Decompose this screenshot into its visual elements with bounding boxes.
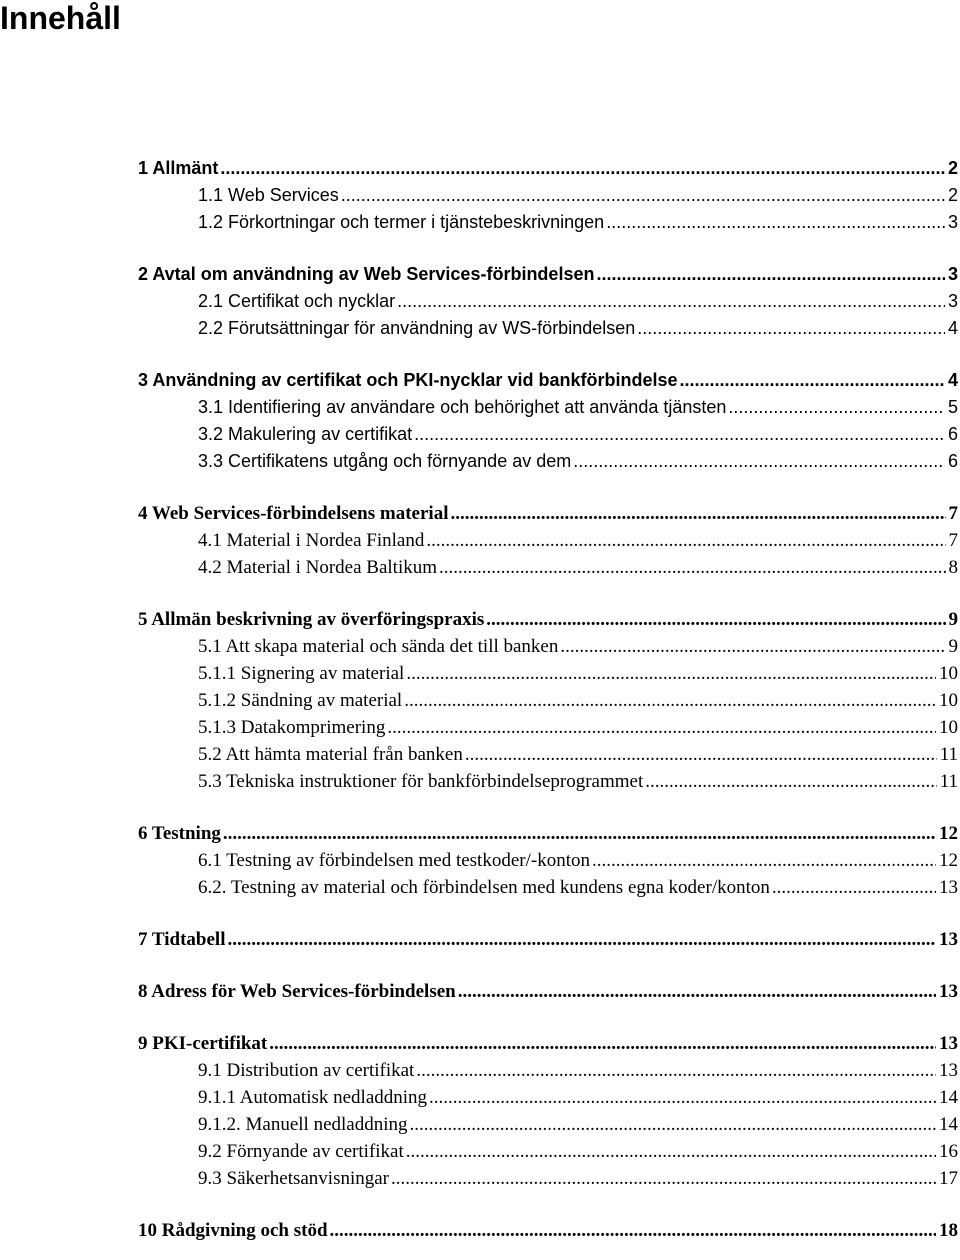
toc-entry-title[interactable]: 5.1.3 Datakomprimering [198, 717, 386, 738]
toc-page-number[interactable]: 13 [939, 981, 958, 1002]
dot-leader [637, 315, 945, 342]
toc-section [138, 367, 958, 475]
dot-leader [439, 554, 945, 581]
toc-page-number[interactable]: 4 [947, 318, 958, 338]
dot-leader [416, 1057, 936, 1084]
dot-leader [458, 978, 936, 1005]
toc-group-spacer [138, 236, 958, 261]
toc-entry-title[interactable]: 5.2 Att hämta material från banken [198, 744, 463, 765]
dot-leader [450, 500, 945, 527]
toc-page-number[interactable]: 13 [939, 1060, 958, 1081]
toc-entry-title[interactable]: 3.2 Makulering av certifikat [198, 424, 413, 444]
dot-leader [406, 660, 936, 687]
toc-page-number[interactable]: 16 [939, 1141, 958, 1162]
dot-leader [404, 687, 936, 714]
toc-entry-title[interactable]: 5.1 Att skapa material och sända det till banken [198, 636, 559, 657]
dot-leader [592, 847, 936, 874]
toc-entry[interactable] [138, 315, 958, 342]
toc-entry[interactable] [138, 500, 958, 527]
toc-entry[interactable] [138, 874, 958, 901]
dot-leader [426, 527, 945, 554]
toc-group-spacer [138, 953, 958, 978]
toc-entry-title[interactable]: 5 Allmän beskrivning av överföringspraxis [138, 609, 485, 630]
toc-group-spacer [138, 1005, 958, 1030]
toc-entry[interactable] [138, 527, 958, 554]
toc-entry-title[interactable]: 9.3 Säkerhetsanvisningar [198, 1168, 390, 1189]
toc-entry[interactable] [138, 288, 958, 315]
dot-leader [465, 741, 937, 768]
toc-entry[interactable] [138, 714, 958, 741]
toc-entry[interactable] [138, 660, 958, 687]
dot-leader [573, 448, 945, 475]
dot-leader [387, 714, 936, 741]
dot-leader [486, 606, 945, 633]
toc-group-spacer [138, 795, 958, 820]
toc-page-number[interactable]: 14 [939, 1114, 958, 1135]
toc-page-number[interactable]: 13 [939, 877, 958, 898]
toc-page-number[interactable]: 4 [947, 370, 958, 390]
toc-entry[interactable] [138, 1057, 958, 1084]
toc-entry[interactable] [138, 1111, 958, 1138]
toc-section [138, 261, 958, 342]
toc-page-number[interactable]: 13 [939, 1033, 958, 1054]
toc-page-number[interactable]: 10 [939, 690, 958, 711]
toc-page-number[interactable]: 11 [939, 771, 958, 792]
toc-entry-title[interactable]: 8 Adress för Web Services-förbindelsen [138, 981, 456, 1002]
toc-group-spacer [138, 1192, 958, 1217]
toc-page-number[interactable]: 2 [947, 158, 958, 178]
toc-page-number[interactable]: 3 [947, 264, 958, 284]
toc-entry-title[interactable]: 6 Testning [138, 823, 221, 844]
toc-entry-title[interactable]: 1 Allmänt [138, 158, 219, 178]
toc-entry-title[interactable]: 3.1 Identifiering av användare och behörighet att använda tjänsten [198, 397, 727, 417]
toc-page-number[interactable]: 8 [948, 557, 958, 578]
toc-page-number[interactable]: 3 [947, 291, 958, 311]
toc-entry-title[interactable]: 4.2 Material i Nordea Baltikum [198, 557, 438, 578]
toc-entry[interactable] [138, 1165, 958, 1192]
dot-leader [560, 633, 945, 660]
toc-entry[interactable] [138, 1030, 958, 1057]
toc-entry-title[interactable]: 9.1.2. Manuell nedladdning [198, 1114, 408, 1135]
toc-entry[interactable] [138, 741, 958, 768]
toc-group-spacer [138, 342, 958, 367]
toc-section [138, 606, 958, 795]
toc-entry[interactable] [138, 687, 958, 714]
dot-leader [227, 926, 936, 953]
dot-leader [220, 155, 945, 182]
dot-leader [410, 1111, 937, 1138]
toc-page-number[interactable]: 12 [939, 850, 958, 871]
toc-entry-title[interactable]: 4.1 Material i Nordea Finland [198, 530, 425, 551]
toc-page-number[interactable]: 17 [939, 1168, 958, 1189]
toc-entry[interactable] [138, 978, 958, 1005]
dot-leader [606, 209, 945, 236]
toc-entry-title[interactable]: 9.2 Förnyande av certifikat [198, 1141, 404, 1162]
toc-entry[interactable] [138, 261, 958, 288]
toc-page-number[interactable]: 9 [948, 636, 958, 657]
toc-section [138, 1030, 958, 1192]
toc-entry[interactable] [138, 1217, 958, 1244]
toc-entry-title[interactable]: 5.1.2 Sändning av material [198, 690, 403, 711]
toc-entry-title[interactable]: 7 Tidtabell [138, 929, 226, 950]
toc-entry[interactable] [138, 606, 958, 633]
toc-entry-title[interactable]: 6.2. Testning av material och förbindelsen med kundens egna koder/konton [198, 877, 770, 898]
toc-entry[interactable] [138, 421, 958, 448]
toc-entry-title[interactable]: 10 Rådgivning och stöd [138, 1220, 328, 1241]
toc-group-spacer [138, 581, 958, 606]
toc-entry-title[interactable]: 1.2 Förkortningar och termer i tjänstebeskrivningen [198, 212, 605, 232]
toc-entry[interactable] [138, 847, 958, 874]
toc-group-spacer [138, 901, 958, 926]
dot-leader [341, 182, 945, 209]
toc-entry-title[interactable]: 9.1.1 Automatisk nedladdning [198, 1087, 428, 1108]
toc-page-number[interactable]: 7 [948, 530, 958, 551]
dot-leader [679, 367, 945, 394]
toc-entry-title[interactable]: 9 PKI-certifikat [138, 1033, 268, 1054]
toc-page-number[interactable]: 14 [939, 1087, 958, 1108]
dot-leader [645, 768, 936, 795]
toc-page-number[interactable]: 9 [948, 609, 958, 630]
toc-entry[interactable] [138, 633, 958, 660]
toc-entry-title[interactable]: 2.1 Certifikat och nycklar [198, 291, 396, 311]
toc-entry[interactable] [138, 926, 958, 953]
dot-leader [596, 261, 945, 288]
toc-page-number[interactable]: 7 [948, 503, 958, 524]
toc-section [138, 820, 958, 901]
toc-entry-title[interactable]: 3.3 Certifikatens utgång och förnyande av dem [198, 451, 572, 471]
toc-page-number[interactable]: 6 [947, 424, 958, 444]
toc-page-number[interactable]: 13 [939, 929, 958, 950]
toc-page-number[interactable]: 2 [947, 185, 958, 205]
toc-page-number[interactable]: 10 [939, 717, 958, 738]
dot-leader [391, 1165, 936, 1192]
toc-page-number[interactable]: 11 [939, 744, 958, 765]
toc-page-number[interactable]: 3 [947, 212, 958, 232]
toc-page-number[interactable]: 10 [939, 663, 958, 684]
toc-section [138, 1217, 958, 1244]
dot-leader [223, 820, 936, 847]
toc-entry[interactable] [138, 394, 958, 421]
dot-leader [429, 1084, 936, 1111]
page-title: Innehåll [0, 0, 121, 36]
dot-leader [414, 421, 945, 448]
toc-entry[interactable] [138, 155, 958, 182]
dot-leader [269, 1030, 936, 1057]
toc-entry-title[interactable]: 5.1.1 Signering av material [198, 663, 405, 684]
dot-leader [406, 1138, 936, 1165]
toc-section [138, 500, 958, 581]
table-of-contents [138, 155, 958, 1244]
dot-leader [772, 874, 936, 901]
toc-entry-title[interactable]: 4 Web Services-förbindelsens material [138, 503, 449, 524]
toc-entry[interactable] [138, 768, 958, 795]
toc-entry[interactable] [138, 1084, 958, 1111]
toc-section [138, 926, 958, 953]
toc-page-number[interactable]: 6 [947, 451, 958, 471]
toc-section [138, 155, 958, 236]
toc-entry[interactable] [138, 182, 958, 209]
toc-section [138, 978, 958, 1005]
toc-entry[interactable] [138, 554, 958, 581]
toc-entry[interactable] [138, 1138, 958, 1165]
toc-entry[interactable] [138, 448, 958, 475]
toc-entry-title[interactable]: 1.1 Web Services [198, 185, 339, 205]
toc-entry-title[interactable]: 6.1 Testning av förbindelsen med testkoder/-konton [198, 850, 590, 871]
toc-entry-title[interactable]: 2.2 Förutsättningar för användning av WS-förbindelsen [198, 318, 636, 338]
toc-page-number[interactable]: 5 [947, 397, 958, 417]
toc-entry[interactable] [138, 820, 958, 847]
dot-leader [330, 1217, 936, 1244]
toc-group-spacer [138, 475, 958, 500]
toc-page-number[interactable]: 18 [939, 1220, 958, 1241]
toc-entry-title[interactable]: 2 Avtal om användning av Web Services-förbindelsen [138, 264, 595, 284]
toc-entry[interactable] [138, 209, 958, 236]
dot-leader [397, 288, 945, 315]
toc-page-number[interactable]: 12 [939, 823, 958, 844]
toc-entry-title[interactable]: 9.1 Distribution av certifikat [198, 1060, 415, 1081]
toc-entry-title[interactable]: 3 Användning av certifikat och PKI-nycklar vid bankförbindelse [138, 370, 678, 390]
dot-leader [728, 394, 945, 421]
toc-entry-title[interactable]: 5.3 Tekniska instruktioner för bankförbindelseprogrammet [198, 771, 644, 792]
toc-entry[interactable] [138, 367, 958, 394]
